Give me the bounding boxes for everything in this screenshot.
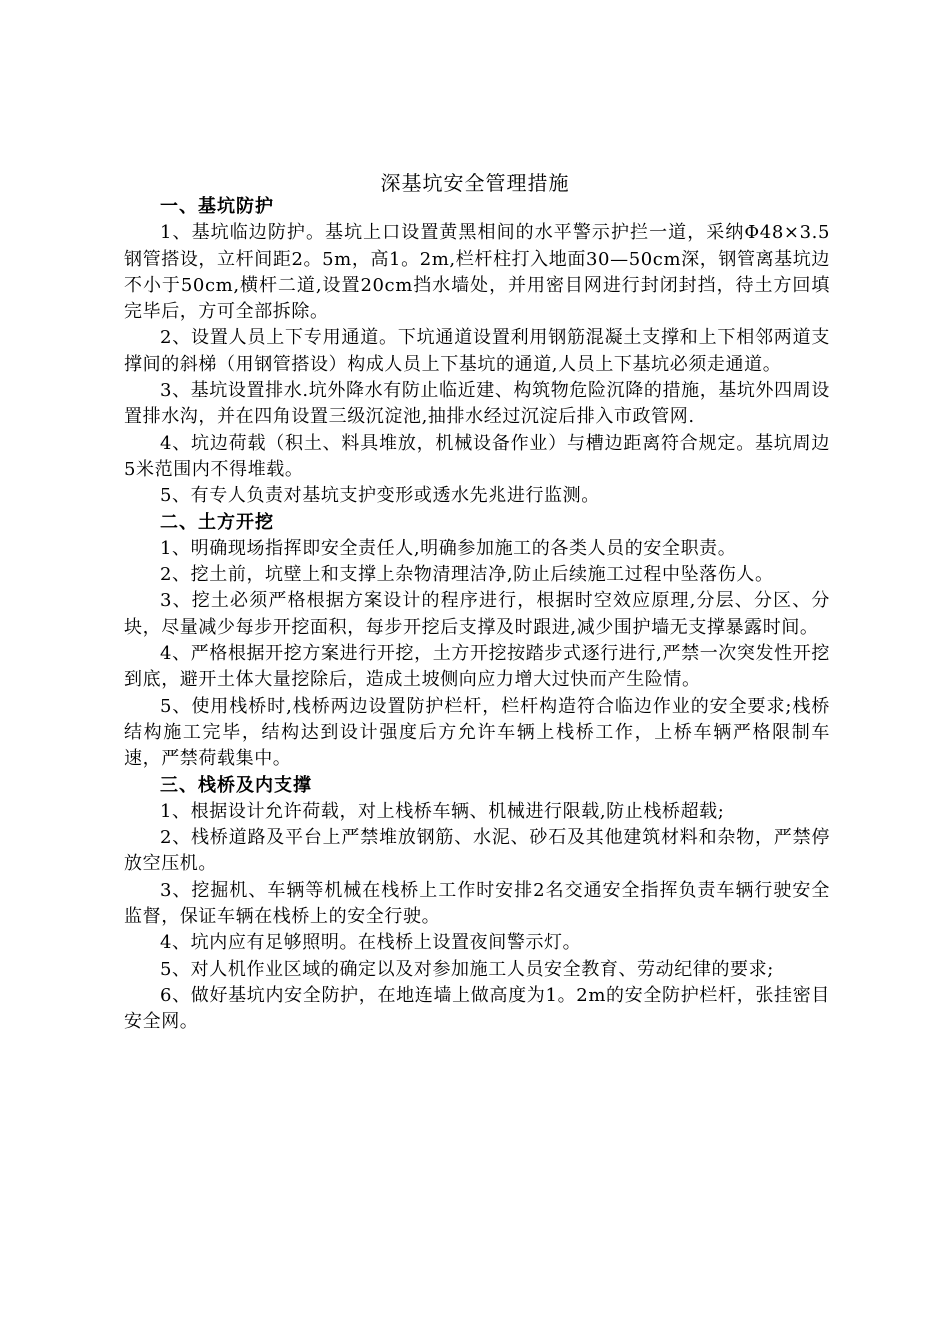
paragraph: 3、基坑设置排水.坑外降水有防止临近建、构筑物危险沉降的措施，基坑外四周设置排水沟，并在四角设置三级沉淀池,抽排水经过沉淀后排入市政管网. [124,380,830,428]
paragraph: 2、挖土前，坑壁上和支撑上杂物清理洁净,防止后续施工过程中坠落伤人。 [160,564,774,586]
paragraph: 5、对人机作业区域的确定以及对参加施工人员安全教育、劳动纪律的要求; [160,958,774,980]
paragraph: 4、坑边荷载（积土、料具堆放，机械设备作业）与槽边距离符合规定。基坑周边5米范围内不得堆载。 [124,432,830,480]
paragraph: 5、有专人负责对基坑支护变形或透水先兆进行监测。 [160,485,600,507]
paragraph: 4、坑内应有足够照明。在栈桥上设置夜间警示灯。 [160,932,582,954]
paragraph: 2、设置人员上下专用通道。下坑通道设置利用钢筋混凝土支撑和上下相邻两道支撑间的斜梯（用钢管搭设）构成人员上下基坑的通道,人员上下基坑必须走通道。 [124,327,830,375]
section-heading: 二、土方开挖 [160,511,274,533]
section-heading: 一、基坑防护 [160,196,274,217]
paragraph: 3、挖掘机、车辆等机械在栈桥上工作时安排2名交通安全指挥负责车辆行驶安全监督，保证车辆在栈桥上的安全行驶。 [124,879,830,928]
paragraph: 1、基坑临边防护。基坑上口设置黄黑相间的水平警示护拦一道，采纳Φ48×3.5钢管搭设，立杆间距2。5m，高1。2m,栏杆柱打入地面30—50cm深，钢管离基坑边不小于50cm,横杆二道,设置20cm挡水墙处，并用密目网进行封闭封挡，待土方回填完毕后，方可全部拆除。 [124,222,830,323]
document-body [124,194,830,1036]
paragraph: 6、做好基坑内安全防护，在地连墙上做高度为1。2m的安全防护栏杆，张挂密目安全网。 [124,984,830,1033]
document-title: 深基坑安全管理措施 [380,171,570,195]
paragraph: 5、使用栈桥时,栈桥两边设置防护栏杆，栏杆构造符合临边作业的安全要求;栈桥结构施工完毕，结构达到设计强度后方允许车辆上栈桥工作，上桥车辆严格限制车速，严禁荷载集中。 [124,695,830,770]
paragraph: 3、挖土必须严格根据方案设计的程序进行，根据时空效应原理,分层、分区、分块，尽量减少每步开挖面积，每步开挖后支撑及时跟进,减少围护墙无支撑暴露时间。 [124,590,830,638]
section-heading: 三、栈桥及内支撑 [160,774,312,796]
paragraph: 4、严格根据开挖方案进行开挖，土方开挖按踏步式逐行进行,严禁一次突发性开挖到底，避开土体大量挖除后，造成土坡侧向应力增大过快而产生险情。 [124,643,830,691]
paragraph: 1、明确现场指挥即安全责任人,明确参加施工的各类人员的安全职责。 [160,537,737,559]
paragraph: 1、根据设计允许荷载，对上栈桥车辆、机械进行限载,防止栈桥超载; [160,800,725,822]
paragraph: 2、栈桥道路及平台上严禁堆放钢筋、水泥、砂石及其他建筑材料和杂物，严禁停放空压机。 [124,827,830,875]
